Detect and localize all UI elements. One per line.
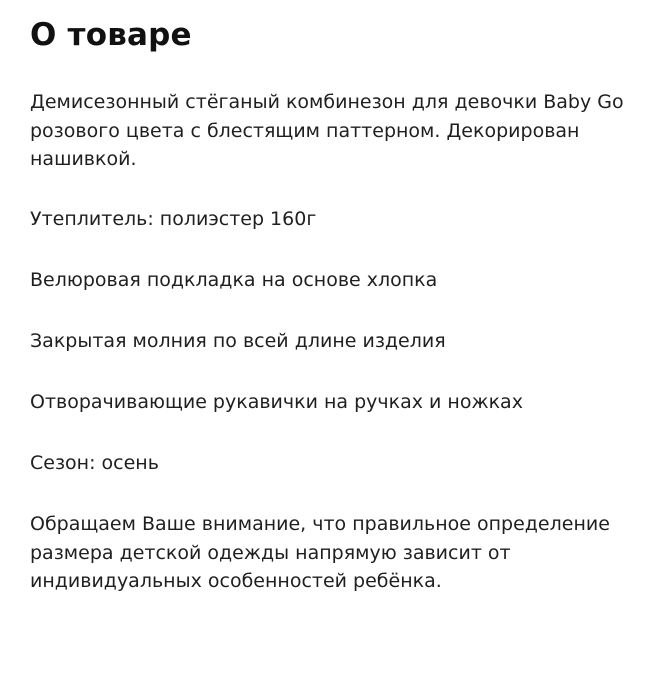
description-paragraph-mittens: Отворачивающие рукавички на ручках и ножках — [30, 390, 523, 413]
description-paragraph-insulation: Утеплитель: полиэстер 160г — [30, 208, 317, 231]
description-paragraph-note: Обращаем Ваше внимание, что правильное определение размера детской одежды напрямую зависит от индивидуальных особенностей ребёнка. — [30, 512, 610, 593]
page-title: О товаре — [30, 17, 192, 53]
description-paragraph-lining: Велюровая подкладка на основе хлопка — [30, 269, 438, 292]
description-paragraph-zipper: Закрытая молния по всей длине изделия — [30, 330, 446, 353]
description-paragraph-intro: Демисезонный стёганый комбинезон для девочки Baby Go розового цвета с блестящим паттерном. Декорирован нашивкой. — [30, 90, 624, 171]
description-paragraph-season: Сезон: осень — [30, 451, 159, 474]
description-paragraph-list — [30, 88, 625, 597]
